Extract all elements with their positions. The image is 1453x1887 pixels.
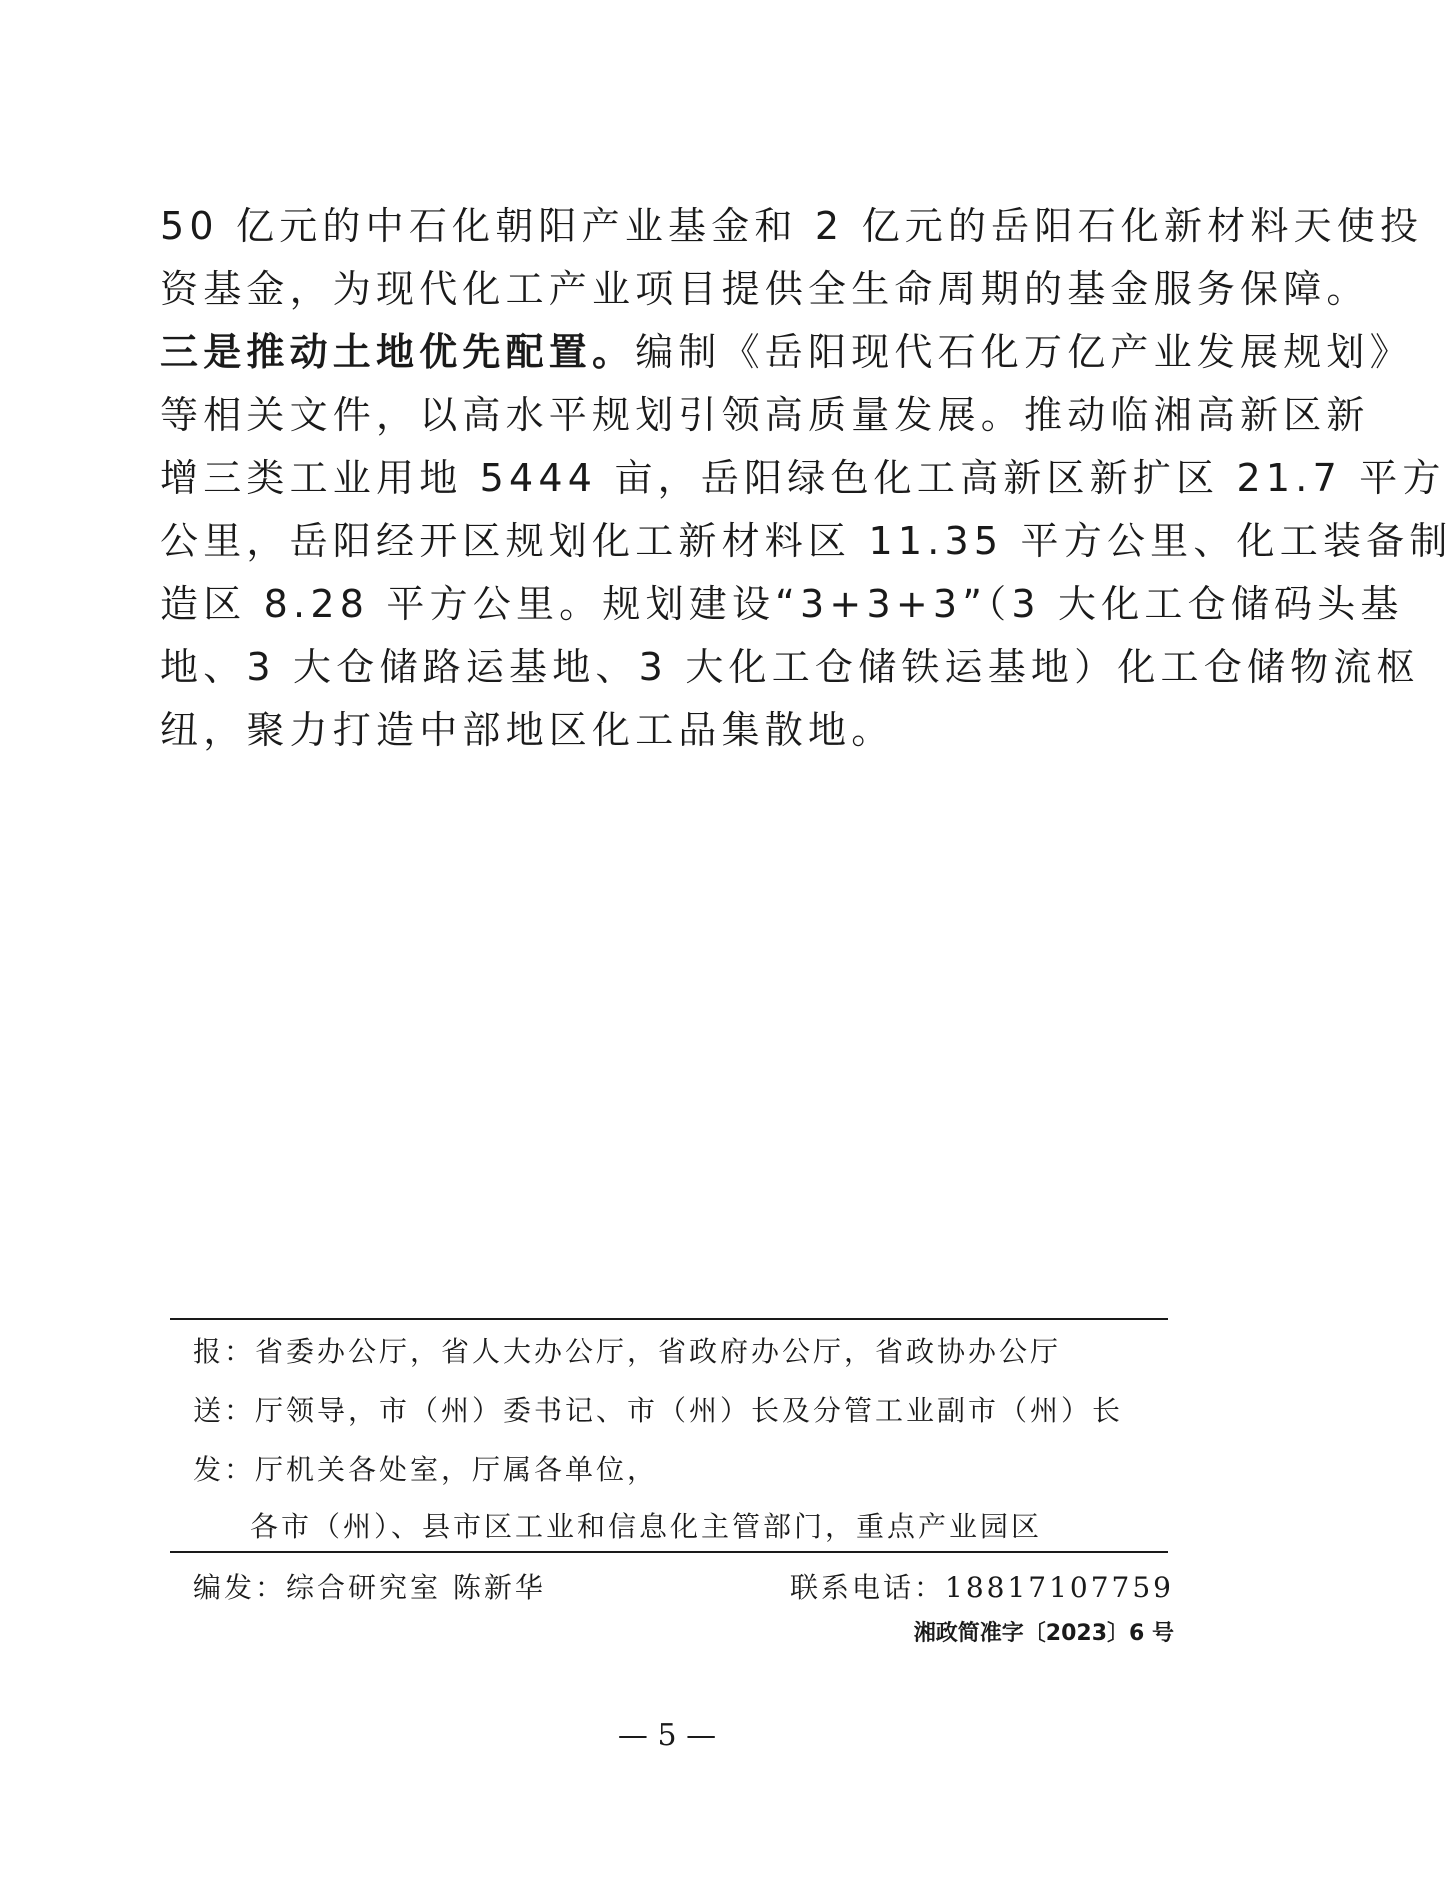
section-heading: 三是推动土地优先配置。: [160, 330, 636, 374]
issue-continued-line: 各市（州）、县市区工业和信息化主管部门，重点产业园区: [250, 1510, 1043, 1543]
document-number: 湘政简准字〔2023〕6 号: [913, 1621, 1174, 1646]
body-line-5: 增三类工业用地 5444 亩，岳阳绿色化工高新区新扩区 21.7 平方: [160, 456, 1446, 500]
section-text: 编制《岳阳现代石化万亿产业发展规划》: [635, 330, 1413, 374]
body-line-3: [160, 321, 1413, 384]
body-line-9: 纽，聚力打造中部地区化工品集散地。: [160, 708, 895, 752]
body-line-1: 50 亿元的中石化朝阳产业基金和 2 亿元的岳阳石化新材料天使投: [160, 204, 1424, 248]
report-line: 报：省委办公厅，省人大办公厅，省政府办公厅，省政协办公厅: [193, 1335, 1062, 1368]
body-line-2: 资基金，为现代化工产业项目提供全生命周期的基金服务保障。: [160, 267, 1370, 311]
body-text: [160, 195, 1453, 762]
send-line: 送：厅领导，市（州）委书记、市（州）长及分管工业副市（州）长: [193, 1394, 1124, 1427]
editor-info: 编发：综合研究室 陈新华: [193, 1571, 546, 1604]
body-line-8: 地、3 大仓储路运基地、3 大化工仓储铁运基地）化工仓储物流枢: [160, 645, 1420, 689]
body-line-6: 公里，岳阳经开区规划化工新材料区 11.35 平方公里、化工装备制: [160, 519, 1453, 563]
page-number: — 5 —: [617, 1718, 717, 1753]
contact-phone: 联系电话：18817107759: [790, 1571, 1174, 1604]
bottom-divider: [170, 1551, 1168, 1553]
body-line-4: 等相关文件，以高水平规划引领高质量发展。推动临湘高新区新: [160, 393, 1370, 437]
body-line-7: 造区 8.28 平方公里。规划建设“3+3+3”（3 大化工仓储码头基: [160, 582, 1404, 626]
top-divider: [170, 1318, 1168, 1320]
issue-line: 发：厅机关各处室，厅属各单位，: [193, 1453, 659, 1486]
